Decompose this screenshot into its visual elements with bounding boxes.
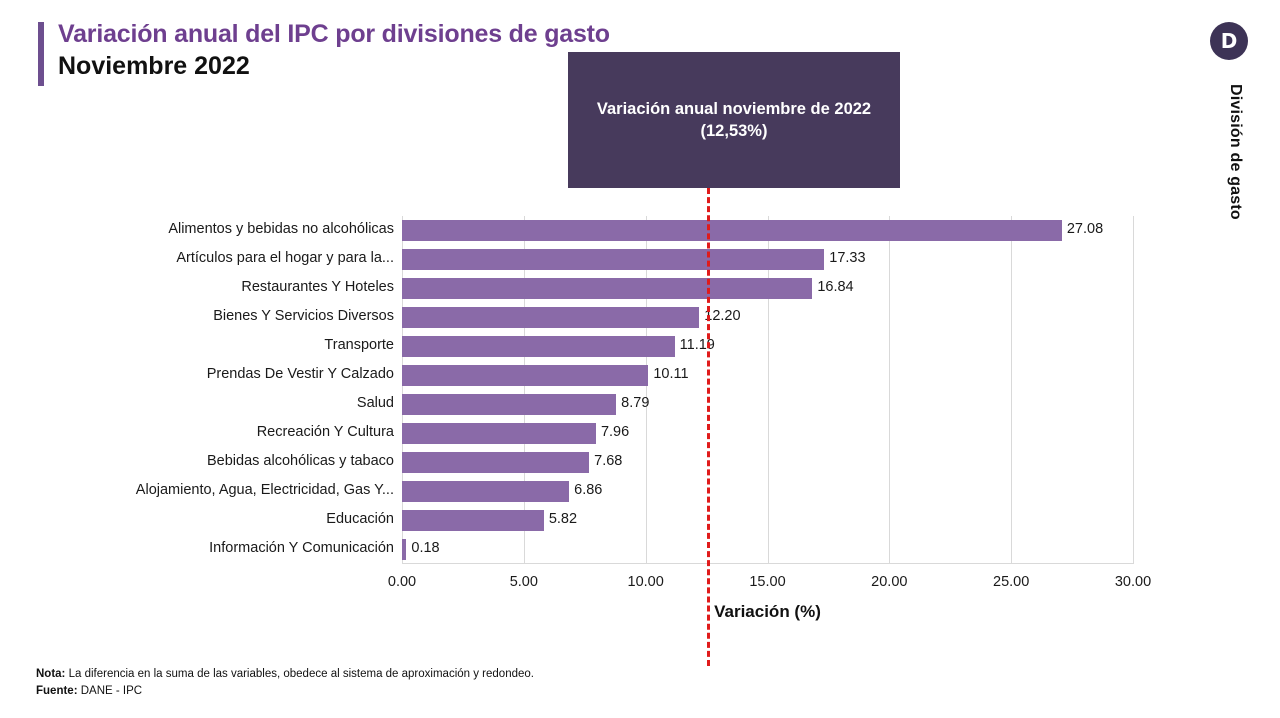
footer-source	[36, 683, 534, 700]
footer-note-text: La diferencia en la suma de las variables, obedece al sistema de aproximación y redondeo.	[65, 667, 534, 680]
bar-row[interactable]	[402, 274, 1133, 303]
bar-value-label: 11.19	[679, 337, 715, 353]
y-category-label: Prendas De Vestir Y Calzado	[206, 366, 394, 382]
bar-row[interactable]	[402, 303, 1133, 332]
y-category-label: Salud	[356, 395, 394, 411]
bar[interactable]	[402, 423, 596, 444]
bar[interactable]	[402, 249, 824, 270]
bar-row[interactable]	[402, 477, 1133, 506]
bar[interactable]	[402, 278, 812, 299]
plot-area	[135, 216, 1152, 590]
footer-note	[36, 666, 534, 683]
y-axis-title: División de gasto	[1227, 84, 1244, 220]
bar-value-label: 27.08	[1066, 221, 1104, 237]
y-category-label: Alimentos y bebidas no alcohólicas	[168, 221, 394, 237]
footer-note-label: Nota:	[36, 667, 66, 680]
x-tick-label: 10.00	[627, 574, 664, 590]
x-gridline	[1133, 216, 1134, 564]
bar-value-label: 7.68	[594, 453, 623, 469]
bar[interactable]	[402, 336, 675, 357]
footer-notes	[36, 666, 534, 701]
x-tick-label: 0.00	[387, 574, 417, 590]
x-tick-label: 20.00	[871, 574, 908, 590]
annotation-callout-line1: Variación anual noviembre de 2022	[596, 99, 872, 118]
bar-value-label: 17.33	[829, 250, 866, 266]
bar-value-label: 5.82	[548, 511, 578, 527]
bar[interactable]	[402, 365, 648, 386]
footer-source-text: DANE - IPC	[77, 684, 143, 697]
bar[interactable]	[402, 539, 406, 560]
bar[interactable]	[402, 307, 699, 328]
x-tick-label: 15.00	[749, 574, 786, 590]
bar-value-label: 0.18	[411, 540, 440, 556]
bar[interactable]	[402, 452, 589, 473]
bar-value-label: 10.11	[653, 366, 689, 382]
annotation-callout	[568, 52, 900, 188]
bar-value-label: 8.79	[621, 395, 650, 411]
y-category-label: Educación	[326, 511, 394, 527]
bar-row[interactable]	[402, 332, 1133, 361]
y-category-label: Bienes Y Servicios Diversos	[213, 308, 394, 324]
bar[interactable]	[402, 481, 569, 502]
bar-row[interactable]	[402, 535, 1133, 564]
bar-row[interactable]	[402, 390, 1133, 419]
bar-chart	[0, 190, 1280, 660]
y-category-label: Alojamiento, Agua, Electricidad, Gas Y...	[135, 482, 394, 498]
reference-line	[707, 188, 710, 666]
page-subtitle: Noviembre 2022	[58, 51, 250, 80]
footer-source-label: Fuente:	[36, 684, 78, 697]
y-category-label: Bebidas alcohólicas y tabaco	[206, 453, 394, 469]
bar[interactable]	[402, 510, 544, 531]
bar[interactable]	[402, 394, 616, 415]
title-accent-bar	[38, 22, 44, 86]
bar-row[interactable]	[402, 216, 1133, 245]
x-tick-label: 30.00	[1114, 574, 1152, 590]
y-category-label: Transporte	[324, 337, 394, 353]
dane-logo-icon: D	[1210, 22, 1248, 60]
bar-row[interactable]	[402, 448, 1133, 477]
bar-row[interactable]	[402, 506, 1133, 535]
bar[interactable]	[402, 220, 1062, 241]
annotation-callout-line2: (12,53%)	[700, 121, 768, 140]
x-tick-label: 25.00	[993, 574, 1030, 590]
bar-row[interactable]	[402, 361, 1133, 390]
bar-row[interactable]	[402, 419, 1133, 448]
page-title: Variación anual del IPC por divisiones de gasto	[58, 20, 610, 48]
bar-value-label: 6.86	[574, 482, 603, 498]
bar-value-label: 7.96	[600, 424, 630, 440]
bar-value-label: 16.84	[817, 279, 854, 295]
x-axis-title: Variación (%)	[714, 602, 821, 621]
title-block	[58, 20, 610, 81]
y-category-label: Recreación Y Cultura	[256, 424, 394, 440]
bar-value-label: 12.20	[704, 308, 741, 324]
x-tick-label: 5.00	[509, 574, 538, 590]
y-category-label: Artículos para el hogar y para la...	[176, 250, 394, 266]
y-category-label: Información Y Comunicación	[209, 540, 394, 556]
y-category-label: Restaurantes Y Hoteles	[241, 279, 394, 295]
bar-row[interactable]	[402, 245, 1133, 274]
